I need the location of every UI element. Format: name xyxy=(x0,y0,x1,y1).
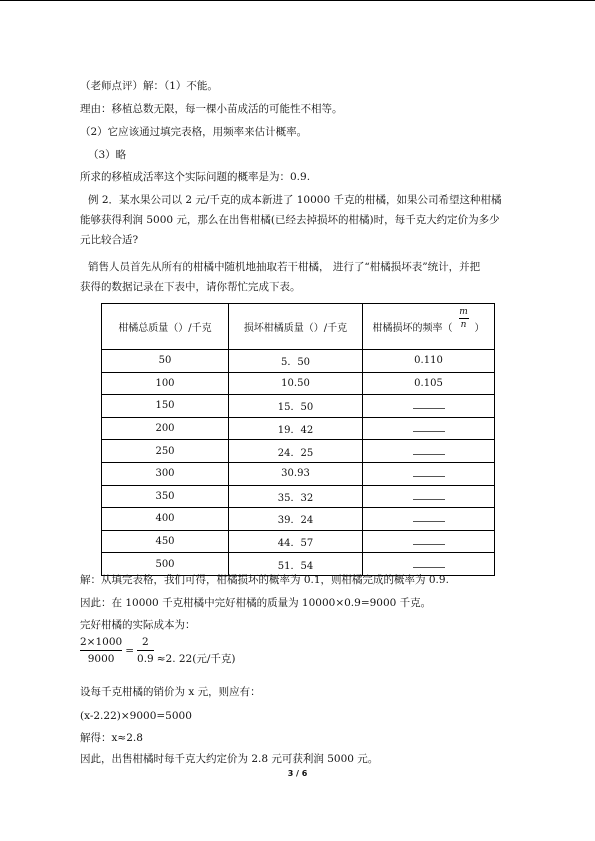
header-frequency-label: 柑橘损坏的频率（ xyxy=(372,323,453,334)
cell-frequency: 0.110 xyxy=(363,350,495,373)
cell-frequency xyxy=(363,462,495,485)
cell-total-mass: 450 xyxy=(102,530,229,553)
line-part2: （2）它应该通过填完表格，用频率来估计概率。 xyxy=(80,126,308,138)
fraction-m: m xyxy=(459,307,468,317)
header-frequency-close: ） xyxy=(474,323,485,334)
cell-frequency xyxy=(363,485,495,508)
header-damaged-mass: 损坏柑橘质量（）/千克 xyxy=(229,304,363,350)
line-sales-b: 获得的数据记录在下表中，请你帮忙完成下表。 xyxy=(80,281,301,293)
table-row xyxy=(102,508,495,531)
solution-result: 解得：x≈2.8 xyxy=(80,732,143,744)
line-teacher-comment: （老师点评）解：（1）不能。 xyxy=(80,80,218,92)
blank-answer xyxy=(413,399,445,409)
solution-line4: 设每千克柑橘的销价为 x 元，则应有： xyxy=(80,686,261,698)
cell-total-mass: 400 xyxy=(102,508,229,531)
line-example2-b: 能够获得利润 5000 元，那么在出售柑橘(已经去掉损坏的柑橘)时，每千克大约定价为多少 xyxy=(80,214,500,226)
table-row xyxy=(102,417,495,440)
cell-total-mass: 150 xyxy=(102,395,229,418)
simplified-numerator: 2 xyxy=(142,636,149,648)
cost-numerator: 2×1000 xyxy=(80,636,123,648)
table-row xyxy=(102,350,495,373)
cell-damaged-mass: 44．57 xyxy=(229,530,363,553)
cell-damaged-mass: 19．42 xyxy=(229,417,363,440)
line-example2-a: 例 2．某水果公司以 2 元/千克的成本新进了 10000 千克的柑橘，如果公司希望这种柑橘 xyxy=(88,194,502,206)
line-reason: 理由：移植总数无限，每一棵小苗成活的可能性不相等。 xyxy=(80,103,343,115)
table-row xyxy=(102,530,495,553)
fraction-cost xyxy=(80,636,122,665)
solution-line3: 完好柑橘的实际成本为： xyxy=(80,619,196,631)
line-probability: 所求的移植成活率这个实际问题的概率是为：0.9. xyxy=(80,171,311,183)
solution-conclusion: 因此，出售柑橘时每千克大约定价为 2.8 元可获利润 5000 元。 xyxy=(80,753,379,765)
orange-damage-table xyxy=(101,303,495,576)
cell-total-mass: 200 xyxy=(102,417,229,440)
cell-frequency xyxy=(363,440,495,463)
cell-damaged-mass: 15．50 xyxy=(229,395,363,418)
cell-total-mass: 250 xyxy=(102,440,229,463)
fraction-simplified xyxy=(137,636,154,665)
solution-line1: 解：从填完表格，我们可得，柑橘损坏的概率为 0.1，则柑橘完成的概率为 0.9. xyxy=(80,574,449,586)
line-example2-c: 元比较合适? xyxy=(80,234,139,246)
blank-answer xyxy=(413,445,445,455)
cell-total-mass: 300 xyxy=(102,462,229,485)
top-rule xyxy=(0,0,595,1)
cell-damaged-mass: 35．32 xyxy=(229,485,363,508)
cell-total-mass: 100 xyxy=(102,372,229,395)
frequency-fraction xyxy=(459,307,469,330)
table-row xyxy=(102,440,495,463)
cost-formula xyxy=(80,636,235,665)
cell-total-mass: 500 xyxy=(102,553,229,576)
cell-damaged-mass: 51．54 xyxy=(229,553,363,576)
equals-sign: = xyxy=(125,644,135,657)
cell-damaged-mass: 30.93 xyxy=(229,462,363,485)
blank-answer xyxy=(413,490,445,500)
blank-answer xyxy=(413,467,445,477)
blank-answer xyxy=(413,422,445,432)
line-sales-a: 销售人员首先从所有的柑橘中随机地抽取若干柑橘， 进行了“柑橘损坏表”统计，并把 xyxy=(88,261,481,273)
cell-total-mass: 50 xyxy=(102,350,229,373)
table-row xyxy=(102,485,495,508)
table-row xyxy=(102,462,495,485)
cell-damaged-mass: 10.50 xyxy=(229,372,363,395)
cell-frequency xyxy=(363,395,495,418)
header-frequency xyxy=(363,304,495,350)
cell-frequency: 0.105 xyxy=(363,372,495,395)
blank-answer xyxy=(413,558,445,568)
cell-frequency xyxy=(363,417,495,440)
simplified-denominator: 0.9 xyxy=(137,653,154,665)
table-row xyxy=(102,395,495,418)
page-number: 3 / 6 xyxy=(287,769,308,778)
blank-answer xyxy=(413,512,445,522)
cost-result: ≈2. 22(元/千克) xyxy=(156,653,236,665)
blank-answer xyxy=(413,535,445,545)
fraction-n: n xyxy=(460,320,467,330)
cell-damaged-mass: 39．24 xyxy=(229,508,363,531)
cell-frequency xyxy=(363,508,495,531)
cell-total-mass: 350 xyxy=(102,485,229,508)
cell-damaged-mass: 24．25 xyxy=(229,440,363,463)
header-total-mass: 柑橘总质量（）/千克 xyxy=(102,304,229,350)
table-row xyxy=(102,372,495,395)
solution-equation: (x-2.22)×9000=5000 xyxy=(80,710,192,722)
cost-denominator: 9000 xyxy=(87,653,115,665)
solution-line2: 因此：在 10000 千克柑橘中完好柑橘的质量为 10000×0.9=9000 千克。 xyxy=(80,597,432,609)
line-part3: （3）略 xyxy=(88,149,127,161)
cell-damaged-mass: 5．50 xyxy=(229,350,363,373)
cell-frequency xyxy=(363,530,495,553)
